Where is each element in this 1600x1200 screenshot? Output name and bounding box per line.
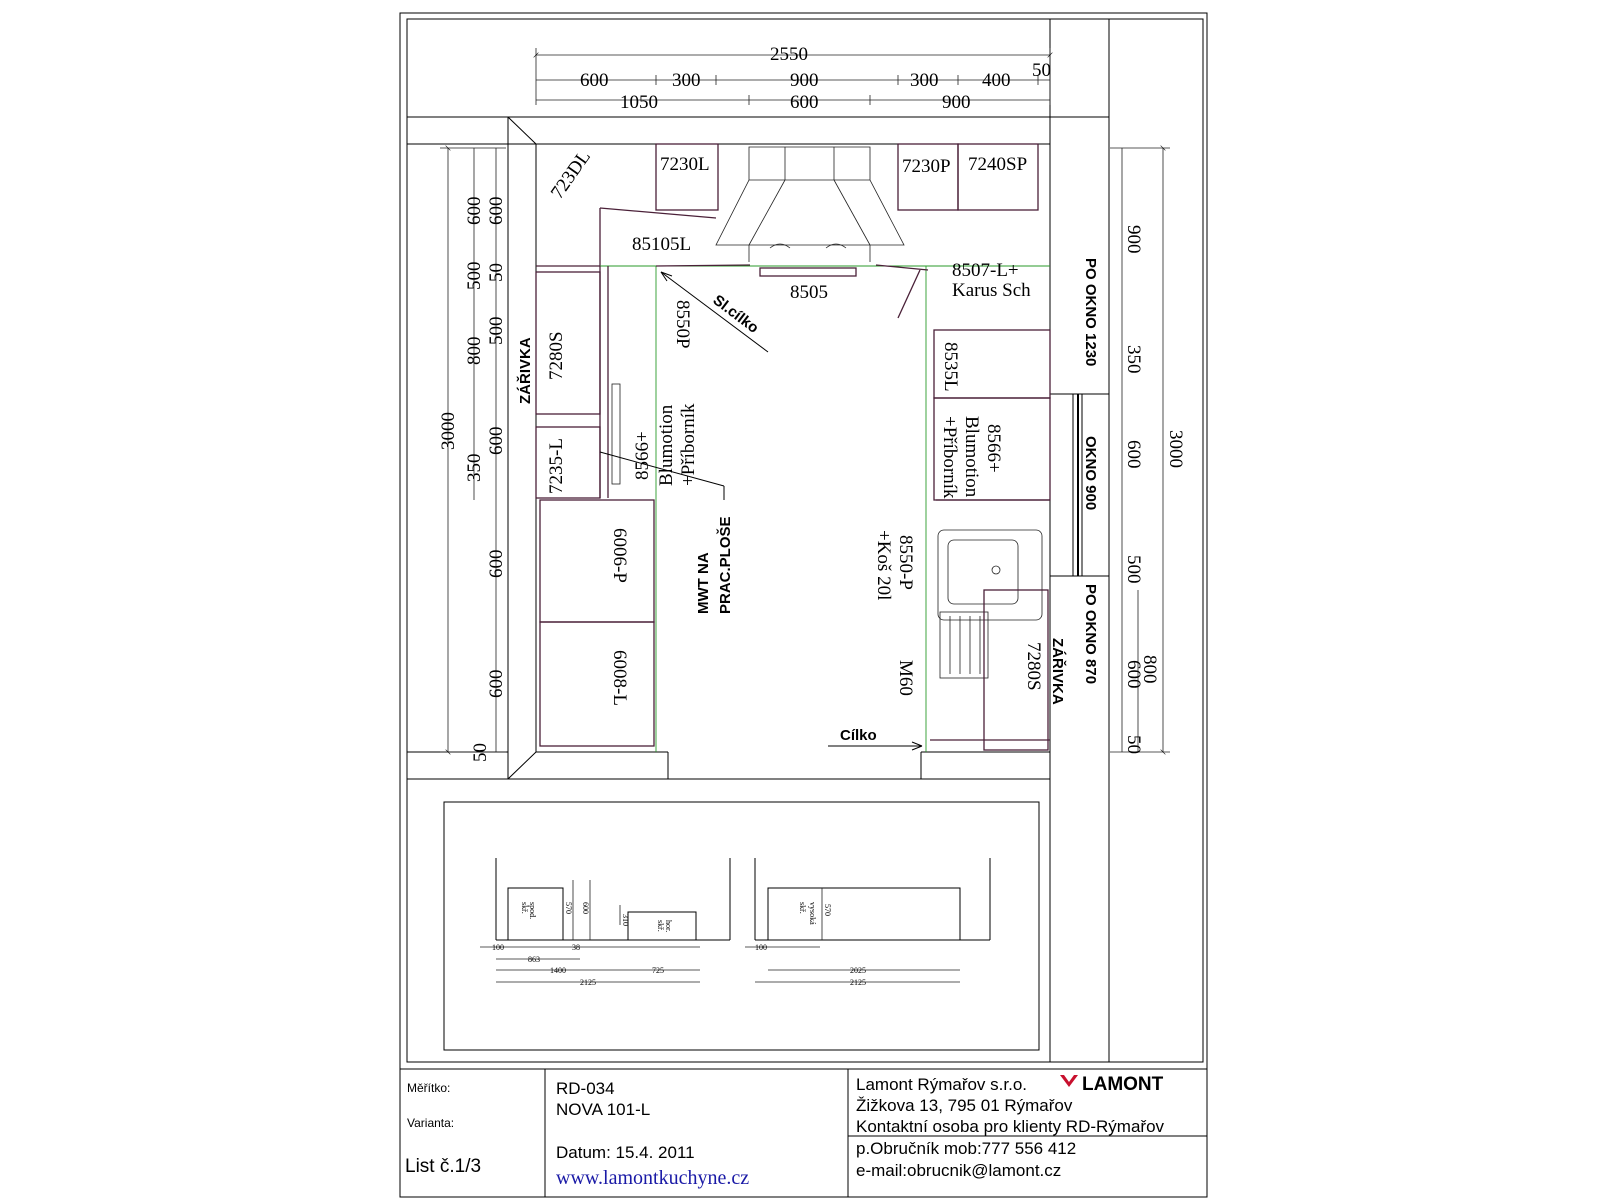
note-mwt-b: PRAC.PLOŠE [717, 516, 734, 614]
s1-hor-a: hor. [664, 920, 673, 933]
s1-label-b: skř. [520, 902, 529, 914]
label-8566-right-c: +Příborník [939, 416, 960, 499]
dim-left-a4: 350 [464, 453, 485, 482]
dim-left-b4: 600 [486, 426, 507, 455]
note-zarivka-right: ZÁŘIVKA [1049, 638, 1066, 705]
label-7280S-right: 7280S [1023, 642, 1044, 691]
dim-left-total: 3000 [438, 412, 459, 450]
dim-right-b: 800 [1139, 655, 1160, 684]
dim-right-a6: 50 [1123, 735, 1144, 754]
s1-d725: 725 [652, 966, 664, 975]
label-8566-left-b: Blumotion [656, 404, 677, 486]
label-8505: 8505 [790, 282, 828, 303]
label-6006-P: 6006-P [609, 528, 630, 583]
s1-d1400: 1400 [550, 966, 566, 975]
dim-right-a3: 600 [1123, 440, 1144, 469]
s2-d2025: 2025 [850, 966, 866, 975]
tb-contact: Kontaktní osoba pro klienty RD-Rýmařov [856, 1117, 1165, 1136]
dim-top-6: 1050 [620, 92, 658, 113]
tb-list: List č.1/3 [405, 1156, 482, 1177]
walls [407, 19, 1109, 1062]
s1-d38: 38 [572, 943, 580, 952]
note-po-okno-870: PO OKNO 870 [1082, 584, 1099, 685]
dim-top-8: 900 [942, 92, 971, 113]
s1-d863: 863 [528, 955, 540, 964]
dim-left-b7: 50 [470, 743, 491, 762]
label-8550P: 8550P [672, 300, 693, 349]
s2-label-a: vysoká [808, 902, 817, 925]
s1-label-a: spod. [528, 902, 537, 920]
label-8566-right-b: Blumotion [961, 416, 982, 498]
dim-top-7: 600 [790, 92, 819, 113]
dim-left-a2: 500 [464, 261, 485, 290]
label-85105L: 85105L [632, 234, 692, 255]
s1-hor-b: skř. [656, 920, 665, 932]
label-8550-P-right-b: +Koš 20l [873, 530, 894, 601]
dim-right-a1: 900 [1123, 225, 1144, 254]
dim-top-3: 900 [790, 70, 819, 91]
s2-h1: 570 [823, 904, 832, 916]
section-2 [745, 858, 990, 982]
s1-d2125: 2125 [580, 978, 596, 987]
label-8566-left-c: +Příborník [678, 403, 699, 486]
dim-right-total: 3000 [1165, 430, 1186, 468]
label-7230P: 7230P [902, 156, 951, 177]
s1-h2: 600 [581, 902, 590, 914]
dim-left-b3: 500 [486, 316, 507, 345]
s1-d100: 100 [492, 943, 504, 952]
dim-top-total: 2550 [770, 44, 808, 65]
dim-left-b5: 600 [486, 549, 507, 578]
section-1 [480, 858, 730, 982]
label-7235-L: 7235-L [546, 438, 567, 494]
label-M60: M60 [895, 660, 916, 696]
dim-left-a3: 800 [464, 336, 485, 365]
label-8535L: 8535L [940, 342, 961, 392]
tb-address: Žižkova 13, 795 01 Rýmařov [856, 1096, 1073, 1115]
label-8566-left-a: 8566+ [632, 431, 653, 480]
dim-top-5: 400 [982, 70, 1011, 91]
label-7240SP: 7240SP [968, 154, 1028, 175]
note-okno-900: OKNO 900 [1082, 436, 1099, 511]
label-8566-right-a: 8566+ [983, 424, 1004, 473]
s2-d100: 100 [755, 943, 767, 952]
s2-d2125: 2125 [850, 978, 866, 987]
note-cilko: Cílko [840, 727, 877, 744]
note-zarivka-left: ZÁŘIVKA [517, 337, 534, 404]
label-8507-b: Karus Sch [952, 280, 1031, 301]
tb-person: p.Obručník mob:777 556 412 [856, 1139, 1077, 1158]
label-7280S-left: 7280S [546, 331, 567, 380]
tb-code: RD-034 [556, 1079, 615, 1098]
note-sl-cilko: Sl.cílko [709, 291, 762, 337]
label-8550-P-right-a: 8550-P [895, 535, 916, 590]
tb-company: Lamont Rýmařov s.r.o. [856, 1075, 1028, 1094]
lamont-logo [1060, 1074, 1164, 1095]
dim-right-a2: 350 [1123, 345, 1144, 374]
tb-web-link[interactable]: www.lamontkuchyne.cz [556, 1167, 750, 1189]
tb-email: e-mail:obrucnik@lamont.cz [856, 1161, 1062, 1180]
tb-model: NOVA 101-L [556, 1100, 651, 1119]
tb-date: Datum: 15.4. 2011 [556, 1143, 695, 1162]
sections-frame [444, 802, 1039, 1050]
label-7230L: 7230L [660, 154, 710, 175]
tb-varianta: Varianta: [407, 1116, 455, 1130]
dim-right-a5: 600 [1123, 660, 1144, 689]
dim-left-b2: 50 [486, 263, 507, 282]
dim-left-a1: 600 [464, 196, 485, 225]
tb-logo-text: LAMONT [1082, 1074, 1164, 1095]
label-723DL: 723DL [546, 146, 595, 203]
s2-label-b: skř. [798, 902, 807, 914]
note-po-okno-1230: PO OKNO 1230 [1082, 258, 1099, 367]
s1-h3: 310 [621, 914, 630, 926]
dim-left-b1: 600 [486, 196, 507, 225]
dim-top-4: 300 [910, 70, 939, 91]
tb-meritko: Měřítko: [407, 1081, 451, 1095]
dim-top-gap: 50 [1032, 60, 1051, 81]
dim-top-2: 300 [672, 70, 701, 91]
dim-left-b6: 600 [486, 669, 507, 698]
notes [516, 258, 1099, 750]
dim-top-1: 600 [580, 70, 609, 91]
dim-right-a4: 500 [1123, 555, 1144, 584]
note-mwt-a: MWT NA [695, 552, 712, 614]
s1-h1: 570 [564, 902, 573, 914]
lamont-logo-icon [1060, 1075, 1078, 1087]
label-8507-a: 8507-L+ [952, 260, 1019, 281]
label-6008-L: 6008-L [609, 650, 630, 706]
